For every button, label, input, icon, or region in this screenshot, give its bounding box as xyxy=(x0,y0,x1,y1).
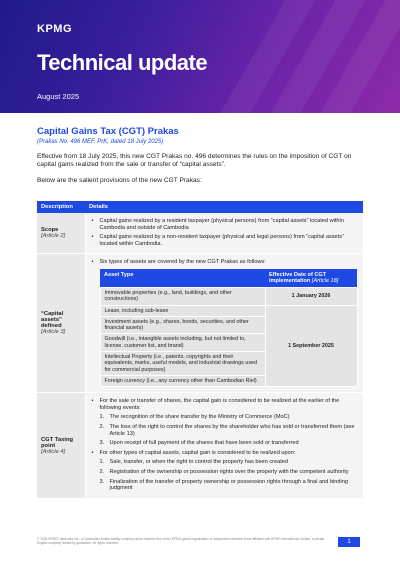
row-details xyxy=(85,393,363,499)
lead-paragraph: Below are the salient provisions of the new CGT Prakas: xyxy=(37,176,202,184)
table-row xyxy=(37,393,363,499)
list-item: • Six types of assets are covered by the new CGT Prakas as follows: xyxy=(90,259,359,266)
page-title: Technical update xyxy=(37,50,208,75)
other-assets-list xyxy=(100,459,359,491)
asset-table-header xyxy=(100,269,357,288)
table-row xyxy=(37,213,363,254)
col-details: Details xyxy=(85,201,363,213)
row-label-text: CGT Taxing point xyxy=(41,436,74,449)
intro-section xyxy=(37,126,363,184)
list-item: • Capital gains realized by a non-resident taxpayer (physical and legal persons) from “capital assets” located within Cambodia. xyxy=(90,234,359,247)
row-label xyxy=(37,213,85,254)
asset-type-header: Asset Type xyxy=(100,269,265,288)
list-item: 2. The loss of the right to control the shares by the shareholder who has sold or transferred them (see Article 13) xyxy=(99,424,355,437)
row-details xyxy=(85,213,363,254)
provisions-table xyxy=(37,201,363,499)
share-events-list xyxy=(100,414,359,446)
footer-disclaimer: © 2025 KPMG Cambodia Ltd., a Cambodian limited liability company and a member firm of the KPMG global organization of independent member firms affiliated with KPMG International Limited, a private English company limited by guarantee. All rights reserved. xyxy=(37,537,325,545)
row-details xyxy=(85,254,363,393)
effective-date-cell: 1 January 2026 xyxy=(265,287,357,305)
col-description: Description xyxy=(37,201,85,213)
issue-date: August 2025 xyxy=(37,92,80,101)
asset-cell: Foreign currency (i.e., any currency other than Cambodian Riel) xyxy=(100,375,265,386)
asset-cell: Goodwill (i.e., intangible assets including, but not limited to, license, customer list, and brand) xyxy=(100,334,265,352)
page-number: 1 xyxy=(338,537,360,547)
article-subheading: (Prakas No. 496 MEF. PrK, dated 18 July 2025) xyxy=(37,139,164,145)
list-item: • For other types of capital assets, capital gain is considered to be realized upon: xyxy=(90,450,359,457)
row-label xyxy=(37,254,85,393)
asset-cell: Lease, including sub-lease xyxy=(100,305,265,316)
asset-cell: Investment assets (e.g., shares, bonds, securities, and other financial assets) xyxy=(100,316,265,334)
effective-date-cell: 1 September 2025 xyxy=(265,305,357,387)
list-item: 1. Sale, transfer, or when the right to control the property has been created xyxy=(99,459,288,466)
table-row xyxy=(100,305,357,316)
header-banner xyxy=(0,0,400,113)
row-article-ref: [Article 3] xyxy=(41,329,66,336)
row-article-ref: [Article 4] xyxy=(41,448,66,455)
effective-date-header: Effective Date of CGT implementation [Article 18] xyxy=(265,269,357,288)
asset-cell: Immovable properties (e.g., land, buildings, and other constructions) xyxy=(100,287,265,305)
effective-date-ref: [Article 18] xyxy=(311,277,339,284)
row-label xyxy=(37,393,85,499)
article-heading: Capital Gains Tax (CGT) Prakas xyxy=(37,126,179,137)
table-row xyxy=(37,254,363,393)
list-item: • For the sale or transfer of shares, the capital gain is considered to be realized at the earlier of the following events: xyxy=(90,398,359,411)
intro-paragraph: Effective from 18 July 2025, this new CGT Prakas no. 496 determines the rules on the imposition of CGT on capital gains realized from the sale or transfer of “capital assets”. xyxy=(37,153,352,169)
row-label-text: Scope xyxy=(41,227,59,234)
row-label-text: “Capital assets” defined xyxy=(41,311,64,330)
list-item: 3. Upon receipt of full payment of the shares that have been sold or transferred xyxy=(99,440,299,447)
row-article-ref: [Article 2] xyxy=(41,233,66,240)
list-item: 2. Registration of the ownership or possession rights over the property with the competent authority xyxy=(99,468,349,475)
asset-cell: Intellectual Property (i.e., patents, copyrights and their equivalents, marks, useful models, and industrial drawings used for commercial purposes) xyxy=(100,352,265,376)
table-row xyxy=(100,287,357,305)
list-item: • Capital gains realized by a resident taxpayer (physical persons) from “capital assets” located within Cambodia and outside of Cambodia xyxy=(90,218,359,231)
list-item: 3. Finalization of the transfer of property ownership or possession rights through a final and binding judgment xyxy=(99,478,348,492)
kpmg-logo: KPMG xyxy=(37,23,72,35)
asset-type-table xyxy=(100,269,358,387)
table-header-row xyxy=(37,201,363,213)
list-item: 1. The recognition of the share transfer by the Ministry of Commerce (MoC) xyxy=(99,414,290,421)
